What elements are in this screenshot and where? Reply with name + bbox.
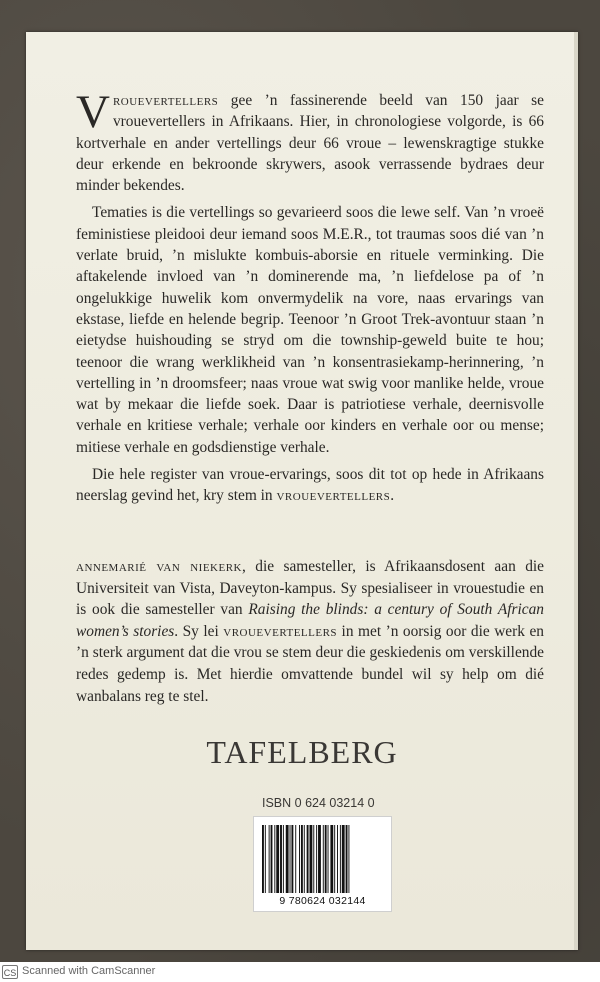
barcode: [253, 816, 392, 912]
about-compiler: annemarié van niekerk, die samesteller, is Afrikaansdosent aan die Universiteit van Vista, Daveyton-kampus. Sy spesialiseer in vrouestudie en is ook die samesteller van Raising the blinds: a century of South African women’s stories. Sy lei vrouevertellers in met ’n oorsig oor die werk en ’n sterk argument dat die vrou se stem deur die geskiedenis om verskillende redes gedemp is. Met hierdie omvattende bundel wil sy help om dié wanbalans reg te stel.: [76, 558, 544, 705]
barcode-bar: [262, 825, 264, 893]
book-title-inline: vrouevertellers: [223, 622, 338, 640]
blurb-paragraph-3: Die hele register van vroue-ervarings, soos dit tot op hede in Afrikaans neerslag gevind het, kry stem in vrouevertellers.: [76, 466, 544, 505]
barcode-bar: [342, 825, 345, 893]
barcode-bar: [348, 825, 349, 893]
barcode-bar: [328, 825, 329, 893]
blurb-text: [76, 86, 544, 513]
publisher-name: TAFELBERG: [206, 734, 398, 770]
book-back-cover: [26, 32, 578, 950]
barcode-bar: [274, 825, 275, 893]
barcode-bar: [330, 825, 333, 893]
blurb-paragraph-2: Tematies is die vertellings so gevarieerd soos die lewe self. Van ’n vroeë feministiese pleidooi deur iemand soos M.E.R., tot traumas soos dié van ’n verlate bruid, ’n mislukte kombuis-aborsie en rituele verminking. Die aftakelende invloed van ’n dominerende ma, ’n liefdelose pa of ’n ongelukkige huwelik kom onvermydelik na vore, naas ervarings van ekstase, liefde en helende begrip. Teenoor ’n Groot Trek-avontuur staan ’n eietydse huishouding se stryd om die township-geweld buite te hou; teenoor die wrang werklikheid van ’n konsentrasiekamp-herinnering, ’n vertelling in ’n droomsfeer; naas vroue wat swig voor manlike helde, vroue wat by mekaar die liefde soek. Daar is patriotiese verhale, deernisvolle verhale en kritiese verhale; verhale oor kinders en verhale oor ou mense; mitiese verhale en godsdienstige verhale.: [76, 204, 544, 456]
barcode-bar: [265, 825, 266, 893]
book-title-inline: vrouevertellers: [276, 487, 391, 505]
scanner-watermark: [0, 962, 600, 982]
barcode-bar: [334, 825, 335, 893]
blurb-paragraph-1: Vrouevertellers gee ’n fassinerende beeld van 150 jaar se vrouevertellers in Afrikaans. Hier, in chronologiese volgorde, is 66 kortverhale en ander vertellings deur 66 vroue – lewenskragtige stukke deur erkende en bekroonde skrywers, asook verrassende bydraes deur minder bekendes.: [76, 86, 544, 195]
barcode-bar: [318, 825, 321, 893]
barcode-bar: [290, 825, 291, 893]
barcode-bar: [276, 825, 279, 893]
barcode-bar: [316, 825, 317, 893]
camscanner-logo-icon: CS: [2, 965, 18, 979]
other-book-title: Raising the blinds: a century of South African women’s stories: [76, 601, 544, 640]
barcode-bars: [260, 825, 385, 893]
barcode-bar: [313, 825, 314, 893]
barcode-bar: [271, 825, 273, 893]
barcode-bar: [301, 825, 303, 893]
compiler-name: annemarié van niekerk: [76, 558, 242, 575]
book-title-inline: rouevertellers: [112, 92, 219, 109]
drop-cap: V: [76, 86, 110, 138]
barcode-bar: [304, 825, 305, 893]
barcode-bar: [337, 825, 338, 893]
barcode-number: 9 780624 032144: [279, 895, 366, 907]
barcode-bar: [291, 825, 293, 893]
barcode-bar: [340, 825, 341, 893]
barcode-bar: [325, 825, 327, 893]
barcode-bar: [323, 825, 324, 893]
barcode-bar: [283, 825, 284, 893]
scanner-text: Scanned with CamScanner: [22, 965, 156, 977]
barcode-bar: [346, 825, 348, 893]
barcode-bar: [269, 825, 270, 893]
barcode-bar: [295, 825, 296, 893]
barcode-bar: [307, 825, 309, 893]
isbn-text: ISBN 0 624 03214 0: [262, 796, 375, 810]
barcode-bar: [286, 825, 289, 893]
barcode-bar: [310, 825, 313, 893]
barcode-bar: [299, 825, 300, 893]
barcode-bar: [280, 825, 282, 893]
